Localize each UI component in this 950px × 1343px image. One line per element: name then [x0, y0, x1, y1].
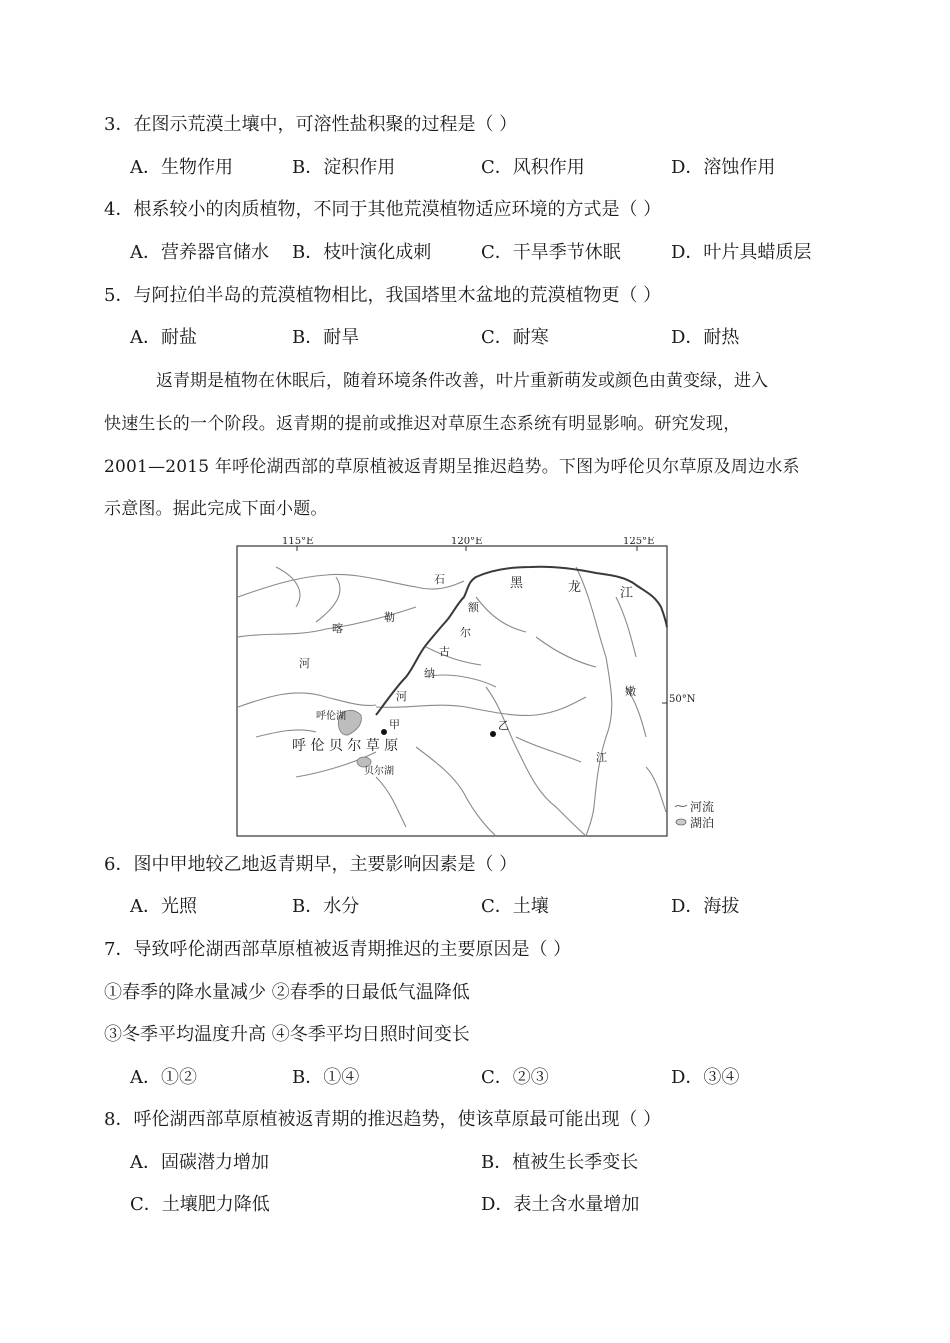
point-jia [381, 729, 387, 735]
question-6-option-b: B．水分 [292, 896, 360, 917]
question-5-stem: 5．与阿拉伯半岛的荒漠植物相比，我国塔里木盆地的荒漠植物更（ ） [104, 285, 662, 306]
passage-line-1: 返青期是植物在休眠后，随着环境条件改善，叶片重新萌发或颜色由黄变绿，进入 [156, 371, 768, 391]
legend-river [674, 798, 734, 814]
label-yi: 乙 [498, 719, 509, 732]
question-8-option-a: A．固碳潜力增加 [130, 1152, 269, 1173]
question-4-stem: 4．根系较小的肉质植物，不同于其他荒漠植物适应环境的方式是（ ） [104, 199, 662, 220]
question-5-option-b: B．耐旱 [292, 327, 360, 348]
lon-label-120: 120°E [451, 537, 483, 547]
river-legend-icon [674, 802, 688, 810]
label-er: 尔 [460, 626, 471, 639]
question-6-stem: 6．图中甲地较乙地返青期早，主要影响因素是（ ） [104, 854, 518, 875]
question-7-option-d: D．③④ [671, 1067, 740, 1088]
question-6-option-c: C．土壤 [481, 896, 549, 917]
question-8-stem: 8．呼伦湖西部草原植被返青期的推迟趋势，使该草原最可能出现（ ） [104, 1109, 662, 1130]
question-6-option-a: A．光照 [130, 896, 197, 917]
lon-label-115: 115°E [282, 537, 314, 547]
label-le: 勒 [384, 611, 395, 624]
question-4-option-a: A．营养器官储水 [130, 242, 269, 263]
question-7-option-b: B．①④ [292, 1067, 360, 1088]
lake-legend-icon [674, 818, 688, 826]
point-yi [490, 731, 496, 737]
lat-label-50n-outside: 50°N [669, 694, 696, 705]
map-legend [674, 798, 734, 832]
label-hulun-lake: 呼伦湖 [316, 711, 346, 722]
label-jiang-ne: 江 [620, 586, 634, 601]
question-3-option-a: A．生物作用 [130, 157, 233, 178]
label-he-west: 河 [299, 657, 310, 670]
question-4-option-b: B．枝叶演化成刺 [292, 242, 432, 263]
label-hulunbuir-grassland: 呼 伦 贝 尔 草 原 [292, 738, 399, 754]
label-jia: 甲 [389, 718, 400, 731]
question-4-option-d: D．叶片具蜡质层 [671, 242, 812, 263]
question-6-option-d: D．海拔 [671, 896, 740, 917]
hulunbuir-water-system-map [236, 537, 668, 837]
passage-line-2: 快速生长的一个阶段。返青期的提前或推迟对草原生态系统有明显影响。研究发现， [104, 414, 741, 434]
label-shi: 石 [434, 573, 445, 586]
question-3-option-d: D．溶蚀作用 [671, 157, 776, 178]
label-hei: 黑 [510, 576, 524, 591]
lon-label-125: 125°E [623, 537, 655, 547]
label-nen: 嫩 [625, 685, 636, 698]
question-8-option-b: B．植被生长季变长 [481, 1152, 639, 1173]
label-buir-lake: 贝尔湖 [364, 766, 394, 777]
label-long: 龙 [568, 580, 582, 595]
legend-lake [674, 814, 734, 830]
label-e: 额 [468, 601, 479, 614]
question-3-option-b: B．淀积作用 [292, 157, 396, 178]
label-gu: 古 [439, 645, 450, 658]
passage-line-3: 2001—2015 年呼伦湖西部的草原植被返青期呈推迟趋势。下图为呼伦贝尔草原及周边水系 [104, 457, 800, 477]
question-8-option-d: D．表土含水量增加 [481, 1194, 640, 1215]
label-na: 纳 [424, 667, 435, 680]
question-3-option-c: C．风积作用 [481, 157, 585, 178]
legend-lake-label: 湖泊 [690, 815, 715, 830]
passage-line-4: 示意图。据此完成下面小题。 [104, 499, 328, 519]
question-5-option-d: D．耐热 [671, 327, 740, 348]
question-7-option-a: A．①② [130, 1067, 197, 1088]
question-7-items-1-2: ①春季的降水量减少 ②春季的日最低气温降低 [104, 982, 470, 1003]
label-ka: 喀 [332, 622, 343, 635]
label-he-center: 河 [396, 690, 407, 703]
question-5-option-a: A．耐盐 [130, 327, 197, 348]
question-4-option-c: C．干旱季节休眠 [481, 242, 621, 263]
question-3-stem: 3．在图示荒漠土壤中，可溶性盐积聚的过程是（ ） [104, 114, 518, 135]
label-jiang-east: 江 [596, 751, 607, 764]
map-frame [237, 546, 667, 836]
question-7-stem: 7．导致呼伦湖西部草原植被返青期推迟的主要原因是（ ） [104, 939, 572, 960]
question-7-option-c: C．②③ [481, 1067, 549, 1088]
question-8-option-c: C．土壤肥力降低 [130, 1194, 270, 1215]
question-7-items-3-4: ③冬季平均温度升高 ④冬季平均日照时间变长 [104, 1024, 470, 1045]
legend-river-label: 河流 [690, 799, 715, 814]
question-5-option-c: C．耐寒 [481, 327, 549, 348]
